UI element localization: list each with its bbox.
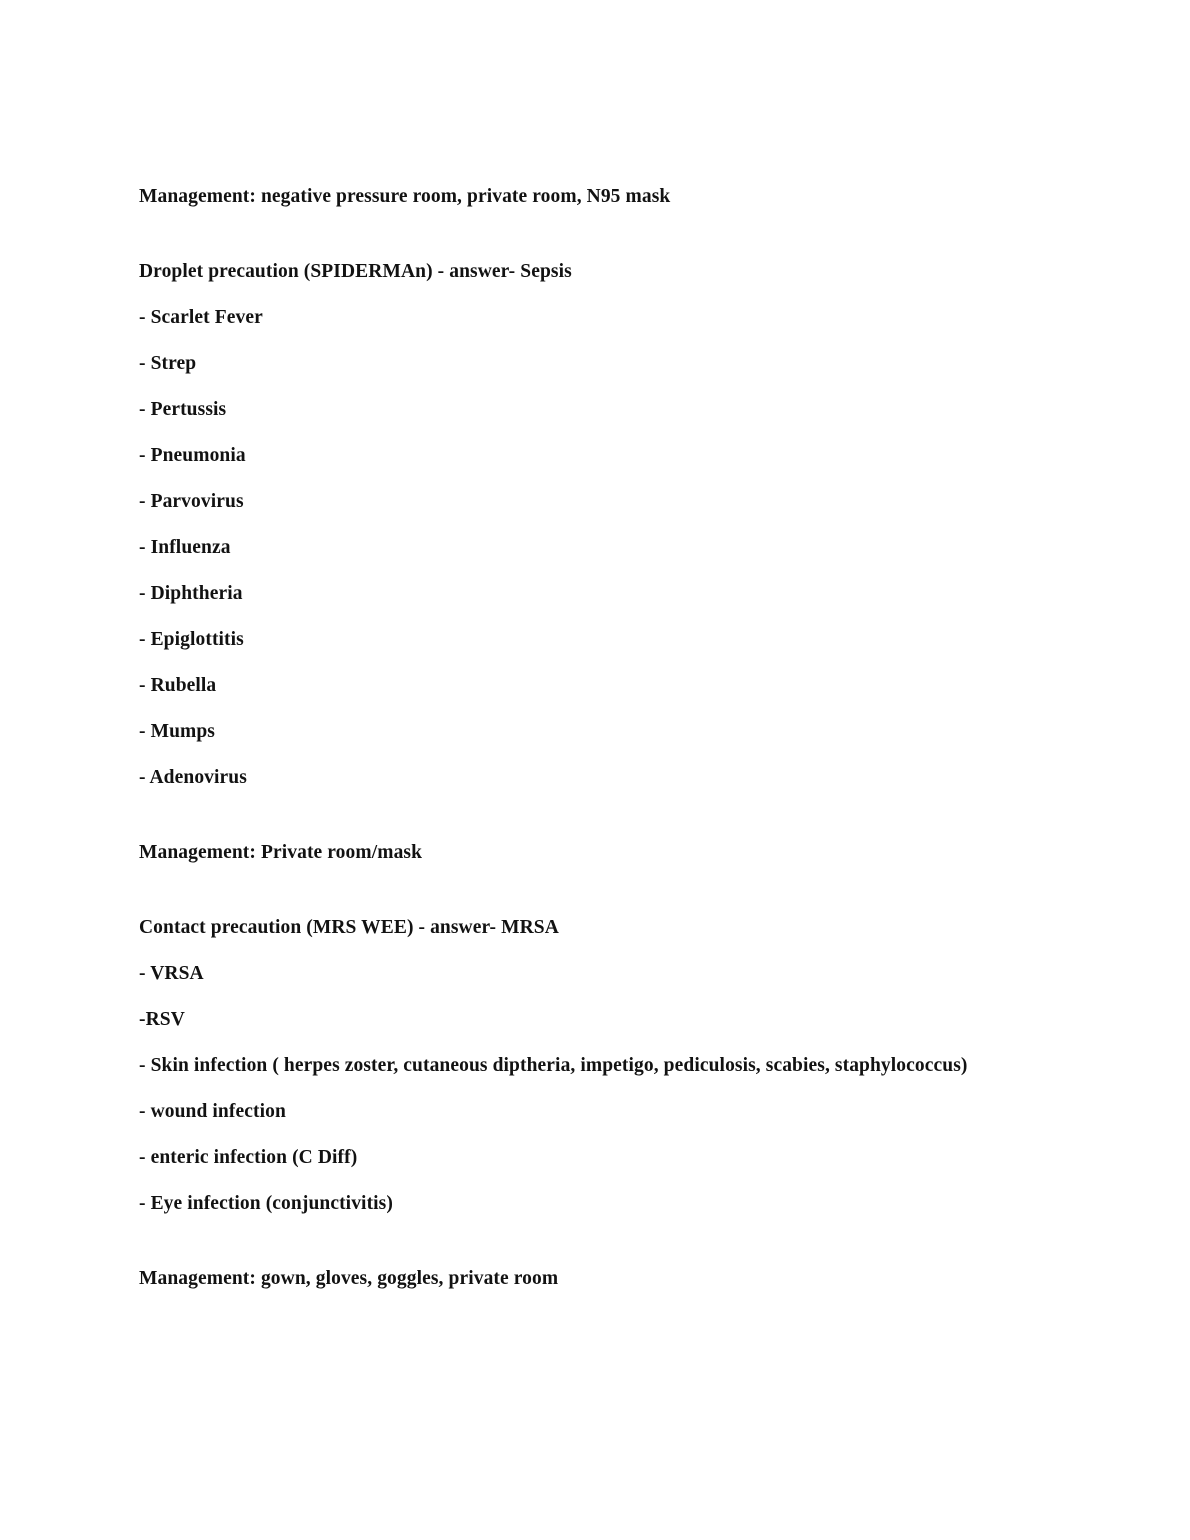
list-item: - Scarlet Fever xyxy=(139,307,263,328)
list-item: - Adenovirus xyxy=(139,767,247,788)
list-item: - Diphtheria xyxy=(139,583,243,604)
management-line: Management: Private room/mask xyxy=(139,842,423,863)
list-item: - VRSA xyxy=(139,963,204,984)
list-item: - Parvovirus xyxy=(139,491,244,512)
list-item: - Pertussis xyxy=(139,399,227,420)
list-item: - enteric infection (C Diff) xyxy=(139,1147,358,1168)
list-item: - Strep xyxy=(139,353,197,374)
list-item: - wound infection xyxy=(139,1101,286,1122)
list-item: - Eye infection (conjunctivitis) xyxy=(139,1193,393,1214)
management-line: Management: negative pressure room, private room, N95 mask xyxy=(139,186,671,207)
management-line: Management: gown, gloves, goggles, private room xyxy=(139,1268,559,1289)
list-item: -RSV xyxy=(139,1009,185,1030)
list-item: - Influenza xyxy=(139,537,231,558)
list-item: - Pneumonia xyxy=(139,445,246,466)
precaution-heading: Contact precaution (MRS WEE) - answer- MRSA xyxy=(139,917,559,938)
list-item: - Epiglottitis xyxy=(139,629,244,650)
list-item: - Mumps xyxy=(139,721,215,742)
list-item: - Skin infection ( herpes zoster, cutaneous diptheria, impetigo, pediculosis, scabies, staphylococcus) xyxy=(139,1055,968,1076)
precaution-heading: Droplet precaution (SPIDERMAn) - answer- Sepsis xyxy=(139,261,572,282)
list-item: - Rubella xyxy=(139,675,217,696)
